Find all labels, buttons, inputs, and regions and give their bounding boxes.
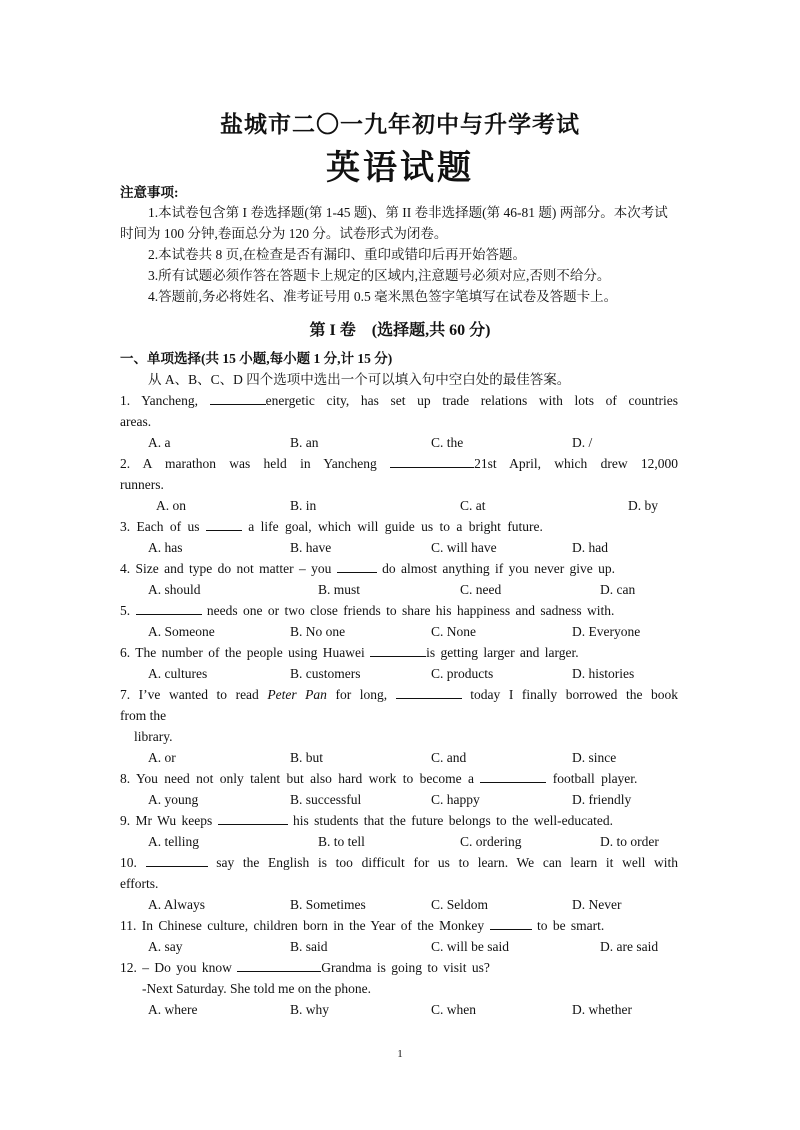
q2-text-a: 2. A marathon was held in Yancheng <box>120 456 377 471</box>
q12-text-b: Grandma is going to visit us? <box>321 960 490 975</box>
q2-option-a: A. on <box>156 498 186 513</box>
q7-text-d: from the <box>120 708 167 723</box>
q11-option-c: C. will be said <box>431 939 509 954</box>
q11-option-d: D. are said <box>600 939 659 954</box>
q1-blank <box>210 392 266 405</box>
q11-blank <box>490 917 532 930</box>
q12-text-a: 12. – Do you know <box>120 960 232 975</box>
q7-text-e: library. <box>134 729 173 744</box>
q6-text-b: is getting larger and larger. <box>426 645 579 660</box>
q7-text-c: today I finally borrowed the book <box>470 687 679 702</box>
q3-option-b: B. have <box>290 540 332 555</box>
question-11 <box>120 916 604 936</box>
question-2-line1 <box>120 454 678 474</box>
q11-text-a: 11. In Chinese culture, children born in the Year of the Monkey <box>120 918 485 933</box>
q10-option-c: C. Seldom <box>431 897 489 912</box>
q6-option-a: A. cultures <box>148 666 208 681</box>
q9-option-d: D. to order <box>600 834 659 849</box>
q8-text-a: 8. You need not only talent but also hard work to become a <box>120 771 474 786</box>
q12-option-a: A. where <box>148 1002 198 1017</box>
q4-option-a: A. should <box>148 582 201 597</box>
q7-option-a: A. or <box>148 750 176 765</box>
q11-option-b: B. said <box>290 939 328 954</box>
q5-blank <box>136 602 202 615</box>
q8-text-b: football player. <box>552 771 638 786</box>
question-1-line1 <box>120 391 678 411</box>
q10-option-d: D. Never <box>572 897 622 912</box>
q6-option-d: D. histories <box>572 666 635 681</box>
question-9 <box>120 811 613 831</box>
q9-option-b: B. to tell <box>318 834 365 849</box>
q9-text-a: 9. Mr Wu keeps <box>120 813 213 828</box>
q7-blank <box>396 686 462 699</box>
q2-option-b: B. in <box>290 498 317 513</box>
q5-text-b: needs one or two close friends to share his happiness and sadness with. <box>206 603 615 618</box>
q2-option-c: C. at <box>460 498 486 513</box>
q3-option-c: C. will have <box>431 540 497 555</box>
q10-option-a: A. Always <box>148 897 205 912</box>
question-5 <box>120 601 614 621</box>
q1-text-a: 1. Yancheng, <box>120 393 198 408</box>
q7-text-b: for long, <box>335 687 388 702</box>
note-4: 4.答题前,务必将姓名、准考证号用 0.5 毫米黑色签字笔填写在试卷及答题卡上。 <box>148 289 618 304</box>
q1-text-b: energetic city, has set up trade relations with lots of countries <box>265 393 679 408</box>
q10-text-a: 10. <box>120 855 137 870</box>
q9-option-a: A. telling <box>148 834 199 849</box>
q11-text-b: to be smart. <box>536 918 605 933</box>
q5-text-a: 5. <box>120 603 131 618</box>
q3-text-a: 3. Each of us <box>120 519 200 534</box>
q8-option-c: C. happy <box>431 792 480 807</box>
q10-option-b: B. Sometimes <box>290 897 366 912</box>
note-3: 3.所有试题必须作答在答题卡上规定的区域内,注意题号必须对应,否则不给分。 <box>148 268 611 283</box>
q9-blank <box>218 812 288 825</box>
q12-option-d: D. whether <box>572 1002 632 1017</box>
q9-option-c: C. ordering <box>460 834 522 849</box>
q7-option-c: C. and <box>431 750 467 765</box>
page-number: 1 <box>397 1048 403 1060</box>
q7-option-b: B. but <box>290 750 324 765</box>
question-7-line1 <box>120 685 678 705</box>
q8-option-a: A. young <box>148 792 199 807</box>
q5-option-b: B. No one <box>290 624 346 639</box>
q2-option-d: D. by <box>628 498 658 513</box>
q4-option-b: B. must <box>318 582 361 597</box>
q12-blank <box>237 959 321 972</box>
q4-option-c: C. need <box>460 582 502 597</box>
q4-text-b: do almost anything if you never give up. <box>382 561 616 576</box>
q10-text-b: say the English is too difficult for us to learn. We can learn it well with <box>216 855 678 870</box>
q1-option-a: A. a <box>148 435 171 450</box>
question-4 <box>120 559 615 579</box>
q7-option-d: D. since <box>572 750 617 765</box>
note-1a: 1.本试卷包含第 I 卷选择题(第 1-45 题)、第 II 卷非选择题(第 46-81 题) 两部分。本次考试 <box>148 205 668 220</box>
q5-option-a: A. Someone <box>148 624 215 639</box>
q6-blank <box>370 644 426 657</box>
q3-option-a: A. has <box>148 540 183 555</box>
section-title: 第 I 卷 (选择题,共 60 分) <box>309 322 491 339</box>
q8-blank <box>480 770 546 783</box>
subject-title: 英语试题 <box>326 150 474 187</box>
q10-text-c: efforts. <box>120 876 159 891</box>
q8-option-b: B. successful <box>290 792 362 807</box>
q5-option-d: D. Everyone <box>572 624 641 639</box>
q6-text-a: 6. The number of the people using Huawei <box>120 645 365 660</box>
q10-blank <box>146 854 208 867</box>
q1-text-c: areas. <box>120 414 152 429</box>
q9-text-b: his students that the future belongs to the well-educated. <box>292 813 613 828</box>
question-6 <box>120 643 579 663</box>
q4-blank <box>337 560 377 573</box>
question-3 <box>120 517 543 537</box>
q4-text-a: 4. Size and type do not matter – you <box>120 561 332 576</box>
q3-blank <box>206 518 242 531</box>
q6-option-c: C. products <box>431 666 494 681</box>
part1-heading: 一、单项选择(共 15 小题,每小题 1 分,计 15 分) <box>120 351 393 366</box>
part1-instruction: 从 A、B、C、D 四个选项中选出一个可以填入句中空白处的最佳答案。 <box>148 372 571 387</box>
q11-option-a: A. say <box>148 939 183 954</box>
question-8 <box>120 769 637 789</box>
q2-text-c: runners. <box>120 477 164 492</box>
q7-book-title: Peter Pan <box>267 687 327 702</box>
question-12 <box>120 958 490 978</box>
q6-option-b: B. customers <box>290 666 361 681</box>
q1-option-b: B. an <box>290 435 319 450</box>
q3-option-d: D. had <box>572 540 608 555</box>
q2-blank <box>390 455 474 468</box>
q5-option-c: C. None <box>431 624 476 639</box>
notes-heading: 注意事项: <box>120 185 179 200</box>
q8-option-d: D. friendly <box>572 792 632 807</box>
q3-text-b: a life goal, which will guide us to a bright future. <box>248 519 543 534</box>
exam-title: 盐城市二〇一九年初中与升学考试 <box>220 112 580 137</box>
q12-option-b: B. why <box>290 1002 330 1017</box>
note-2: 2.本试卷共 8 页,在检查是否有漏印、重印或错印后再开始答题。 <box>148 247 526 262</box>
note-1b: 时间为 100 分钟,卷面总分为 120 分。试卷形式为闭卷。 <box>120 226 448 241</box>
q7-text-a: 7. I’ve wanted to read <box>120 687 259 702</box>
q2-text-b: 21st April, which drew 12,000 <box>474 456 678 471</box>
q12-text-c: -Next Saturday. She told me on the phone. <box>142 981 371 996</box>
q1-option-c: C. the <box>431 435 464 450</box>
q1-option-d: D. / <box>572 435 593 450</box>
q12-option-c: C. when <box>431 1002 476 1017</box>
question-10-line1 <box>120 853 678 873</box>
q4-option-d: D. can <box>600 582 636 597</box>
